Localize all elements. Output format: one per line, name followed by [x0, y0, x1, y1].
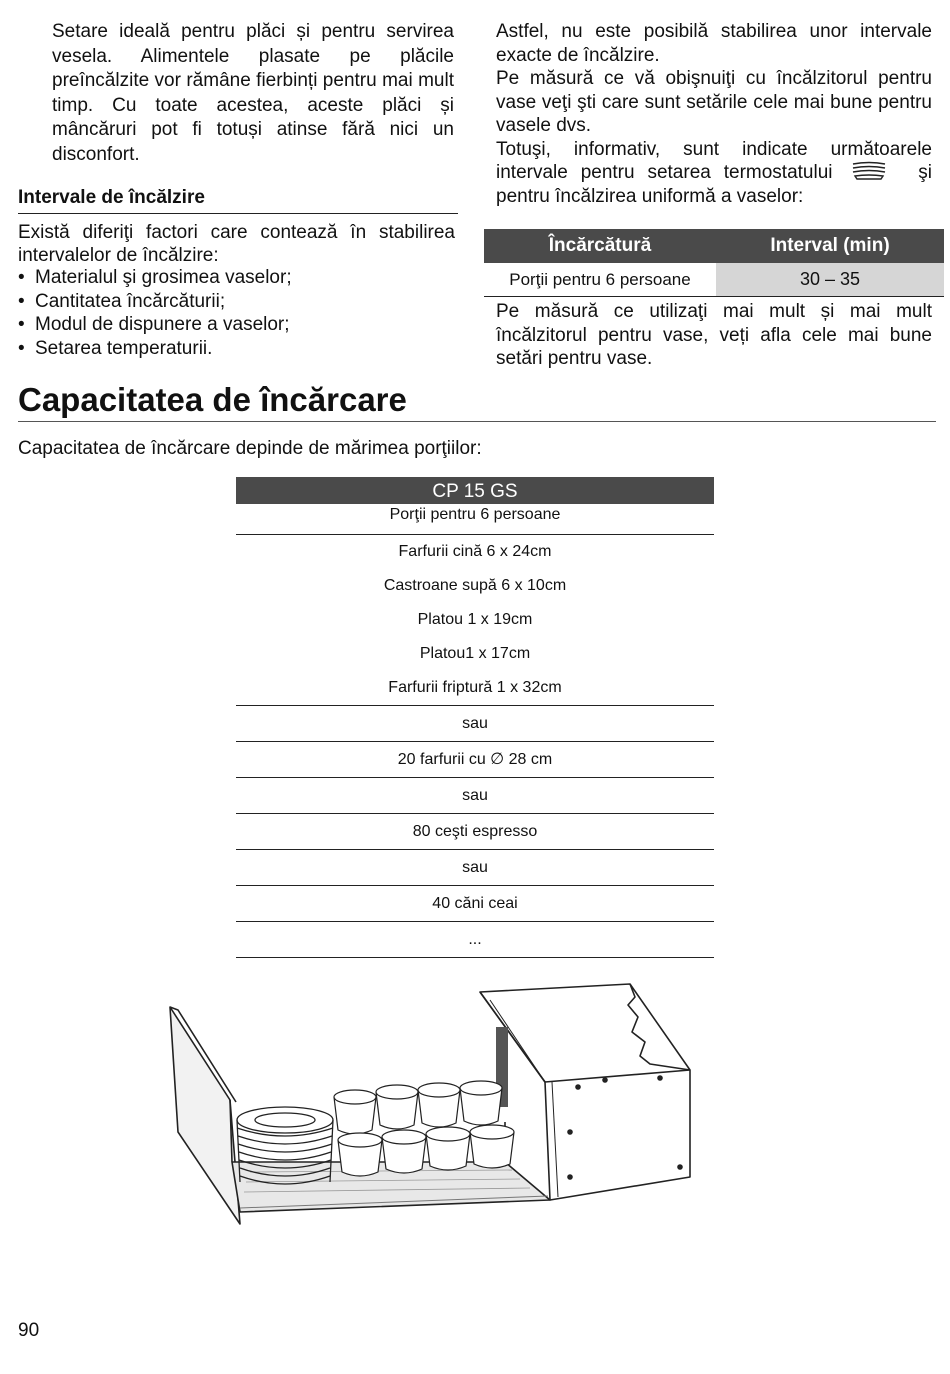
paragraph: [496, 138, 932, 209]
table-row: ...: [236, 922, 714, 958]
list-item-text: Cantitatea încărcăturii;: [35, 290, 226, 312]
model-header: CP 15 GS: [236, 477, 714, 504]
table-header-load: Încărcătură: [484, 229, 716, 263]
heating-intervals-heading: Intervale de încălzire: [18, 186, 458, 214]
bullet-icon: •: [18, 267, 25, 288]
list-item-text: Materialul şi grosimea vaselor;: [35, 267, 292, 288]
table-row: 80 ceşti espresso: [236, 814, 714, 850]
bullet-icon: •: [18, 314, 25, 335]
table-row: sau: [236, 778, 714, 814]
list-item: [18, 266, 458, 290]
list-item-text: Modul de dispunere a vaselor;: [35, 314, 290, 335]
list-item: [18, 313, 458, 337]
capacity-intro: Capacitatea de încărcare depinde de mărimea porţiilor:: [18, 438, 482, 459]
table-row: 40 căni ceai: [236, 886, 714, 922]
table-cell-load: Porţii pentru 6 persoane: [484, 263, 716, 297]
table-row: Farfurii friptură 1 x 32cm: [236, 671, 714, 706]
table-row: 20 farfurii cu ∅ 28 cm: [236, 742, 714, 778]
paragraph-text: şi pentru încălzirea uniformă a vaselor:: [496, 162, 933, 207]
table-row: sau: [236, 706, 714, 742]
table-row: Farfurii cină 6 x 24cm: [398, 543, 552, 560]
table-cell-interval: 30 – 35: [716, 263, 944, 297]
table-row: Castroane supă 6 x 10cm: [383, 577, 567, 594]
paragraph: Pe măsură ce vă obişnuiţi cu încălzitorul pentru vase veţi şti care sunt setările cele mai bune pentru vasele dvs.: [496, 68, 932, 136]
bullet-icon: •: [18, 290, 25, 312]
heating-interval-table: [484, 229, 944, 297]
right-column-text: [496, 20, 932, 208]
table-row: Platou 1 x 19cm: [417, 611, 533, 628]
list-item: [18, 290, 458, 314]
closing-paragraph: Pe măsură ce utilizaţi mai mult și mai mult încălzitorul pentru vase, veți afla cele mai bune setări pentru vase.: [496, 301, 932, 369]
paragraph-text: Totuşi, informativ, sunt indicate următoarele intervale pentru setarea termostatului: [496, 138, 932, 183]
dishes-stack-icon: [851, 161, 887, 181]
paragraph: Astfel, nu este posibilă stabilirea unor intervale exacte de încălzire.: [496, 21, 932, 66]
list-item-text: Setarea temperaturii.: [35, 337, 213, 359]
factors-intro-paragraph: Există diferiţi factori care contează în stabilirea intervalelor de încălzire:: [18, 222, 455, 266]
table-header-interval: Interval (min): [716, 229, 944, 263]
table-row: Porţii pentru 6 persoane: [236, 504, 714, 535]
page-number: 90: [18, 1320, 40, 1341]
table-row: Platou1 x 17cm: [419, 645, 531, 662]
intro-paragraph: Setare ideală pentru plăci și pentru servirea vesela. Alimentele plasate pe plăcile preîncălzite vor rămâne fierbinți pentru mai mult timp. Cu toate acestea, aceste plăci și mâncăruri pot fi totuși atinse fără nici un disconfort.: [52, 21, 454, 165]
capacity-heading: Capacitatea de încărcare: [18, 380, 936, 422]
list-item: [18, 337, 458, 361]
table-row: sau: [236, 850, 714, 886]
capacity-table: [236, 477, 714, 958]
table-row: [484, 263, 944, 297]
drawer-with-plates-and-cups-illustration: [160, 972, 760, 1232]
bullet-icon: •: [18, 337, 25, 359]
factors-list: [18, 266, 458, 360]
